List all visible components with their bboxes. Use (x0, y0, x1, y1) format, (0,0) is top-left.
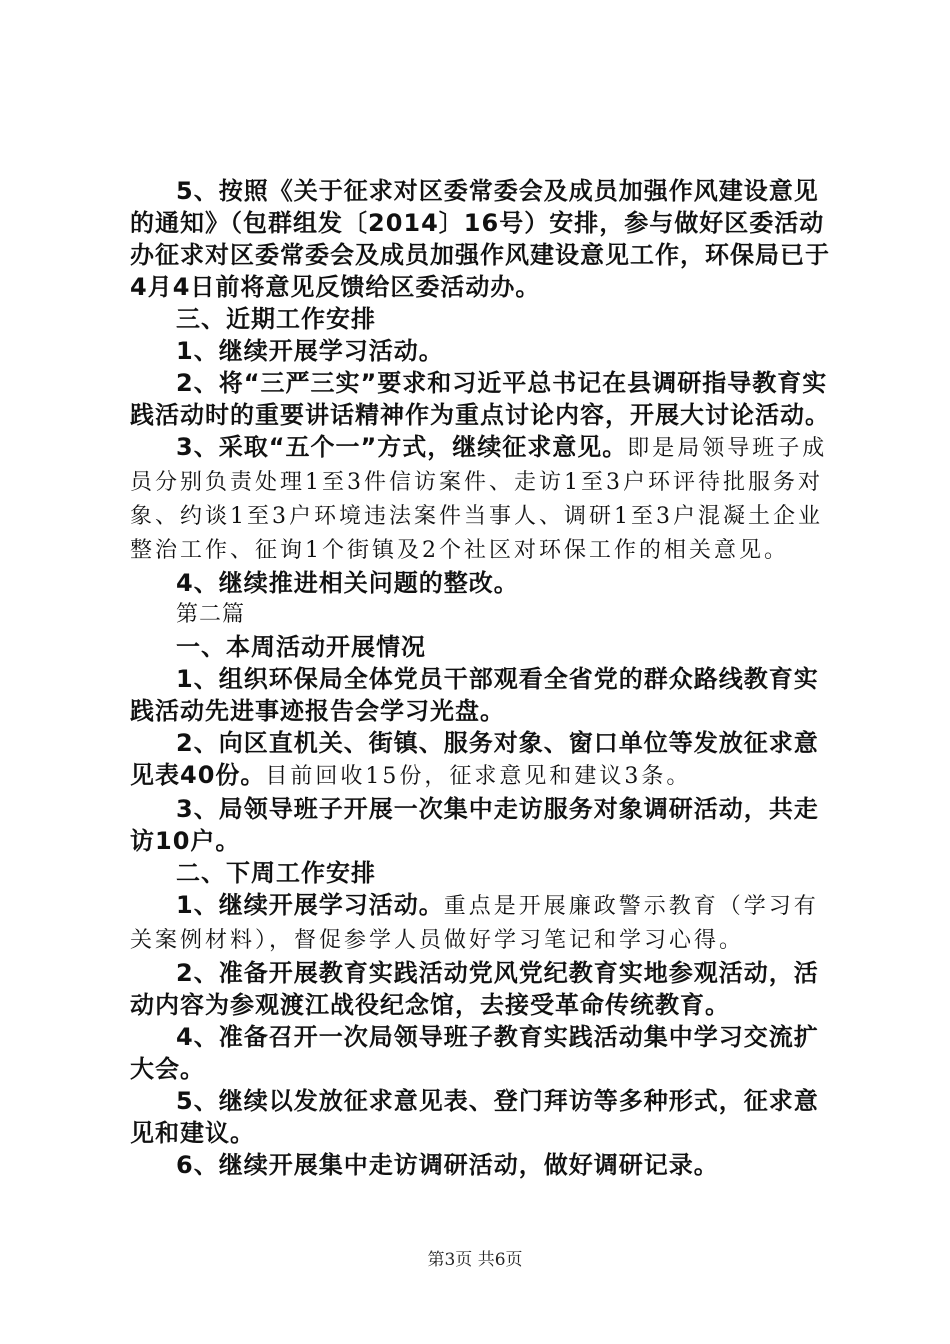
document-body (130, 175, 830, 1181)
paragraph-item-5: 5、按照《关于征求对区委常委会及成员加强作风建设意见的通知》（包群组发〔2014〕16号）安排，参与做好区委活动办征求对区委常委会及成员加强作风建设意见工作，环保局已于4月4日前将意见反馈给区委活动办。 (130, 177, 830, 301)
section-heading-upcoming-work: 三、近期工作安排 (176, 305, 376, 333)
paragraph-week-item-2 (130, 727, 830, 793)
paragraph-item-3-detail: 即是局领导班子成员分别负责处理1至3件信访案件、走访1至3户环评待批服务对象、约谈1至3户环境违法案件当事人、调研1至3户混凝土企业整治工作、征询1个街镇及2个社区对环保工作的相关意见。 (130, 436, 828, 563)
paragraph-next-item-1-detail: 重点是开展廉政警示教育（学习有关案例材料），督促参学人员做好学习笔记和学习心得。 (130, 894, 819, 953)
paragraph-item-2: 2、将“三严三实”要求和习近平总书记在县调研指导教育实践活动时的重要讲话精神作为重点讨论内容，开展大讨论活动。 (130, 369, 830, 429)
paragraph-item-3-lead: 3、采取“五个一”方式，继续征求意见。 (176, 433, 628, 461)
paragraph-next-item-1 (130, 889, 830, 957)
paragraph-week-item-2-lead: 2、向区直机关、街镇、服务对象、窗口单位等发放征求意见表40份。 (130, 729, 819, 789)
paragraph-next-item-1-lead: 1、继续开展学习活动。 (176, 891, 444, 919)
paragraph-item-3 (130, 431, 830, 567)
section-heading-next-week: 二、下周工作安排 (176, 859, 376, 887)
part-two-heading: 第二篇 (176, 602, 246, 627)
paragraph-item-1: 1、继续开展学习活动。 (176, 337, 444, 365)
paragraph-item-4: 4、继续推进相关问题的整改。 (176, 569, 519, 597)
paragraph-next-item-4: 4、准备召开一次局领导班子教育实践活动集中学习交流扩大会。 (130, 1023, 819, 1083)
paragraph-week-item-3: 3、局领导班子开展一次集中走访服务对象调研活动，共走访10户。 (130, 795, 819, 855)
paragraph-week-item-2-detail: 目前回收15份，征求意见和建议3条。 (265, 764, 692, 789)
paragraph-next-item-2: 2、准备开展教育实践活动党风党纪教育实地参观活动，活动内容为参观渡江战役纪念馆，去接受革命传统教育。 (130, 959, 819, 1019)
paragraph-next-item-6: 6、继续开展集中走访调研活动，做好调研记录。 (176, 1151, 719, 1179)
paragraph-week-item-1: 1、组织环保局全体党员干部观看全省党的群众路线教育实践活动先进事迹报告会学习光盘。 (130, 665, 819, 725)
page-footer: 第3页 共6页 (427, 1250, 523, 1270)
paragraph-next-item-5: 5、继续以发放征求意见表、登门拜访等多种形式，征求意见和建议。 (130, 1087, 819, 1147)
section-heading-this-week: 一、本周活动开展情况 (176, 633, 426, 661)
